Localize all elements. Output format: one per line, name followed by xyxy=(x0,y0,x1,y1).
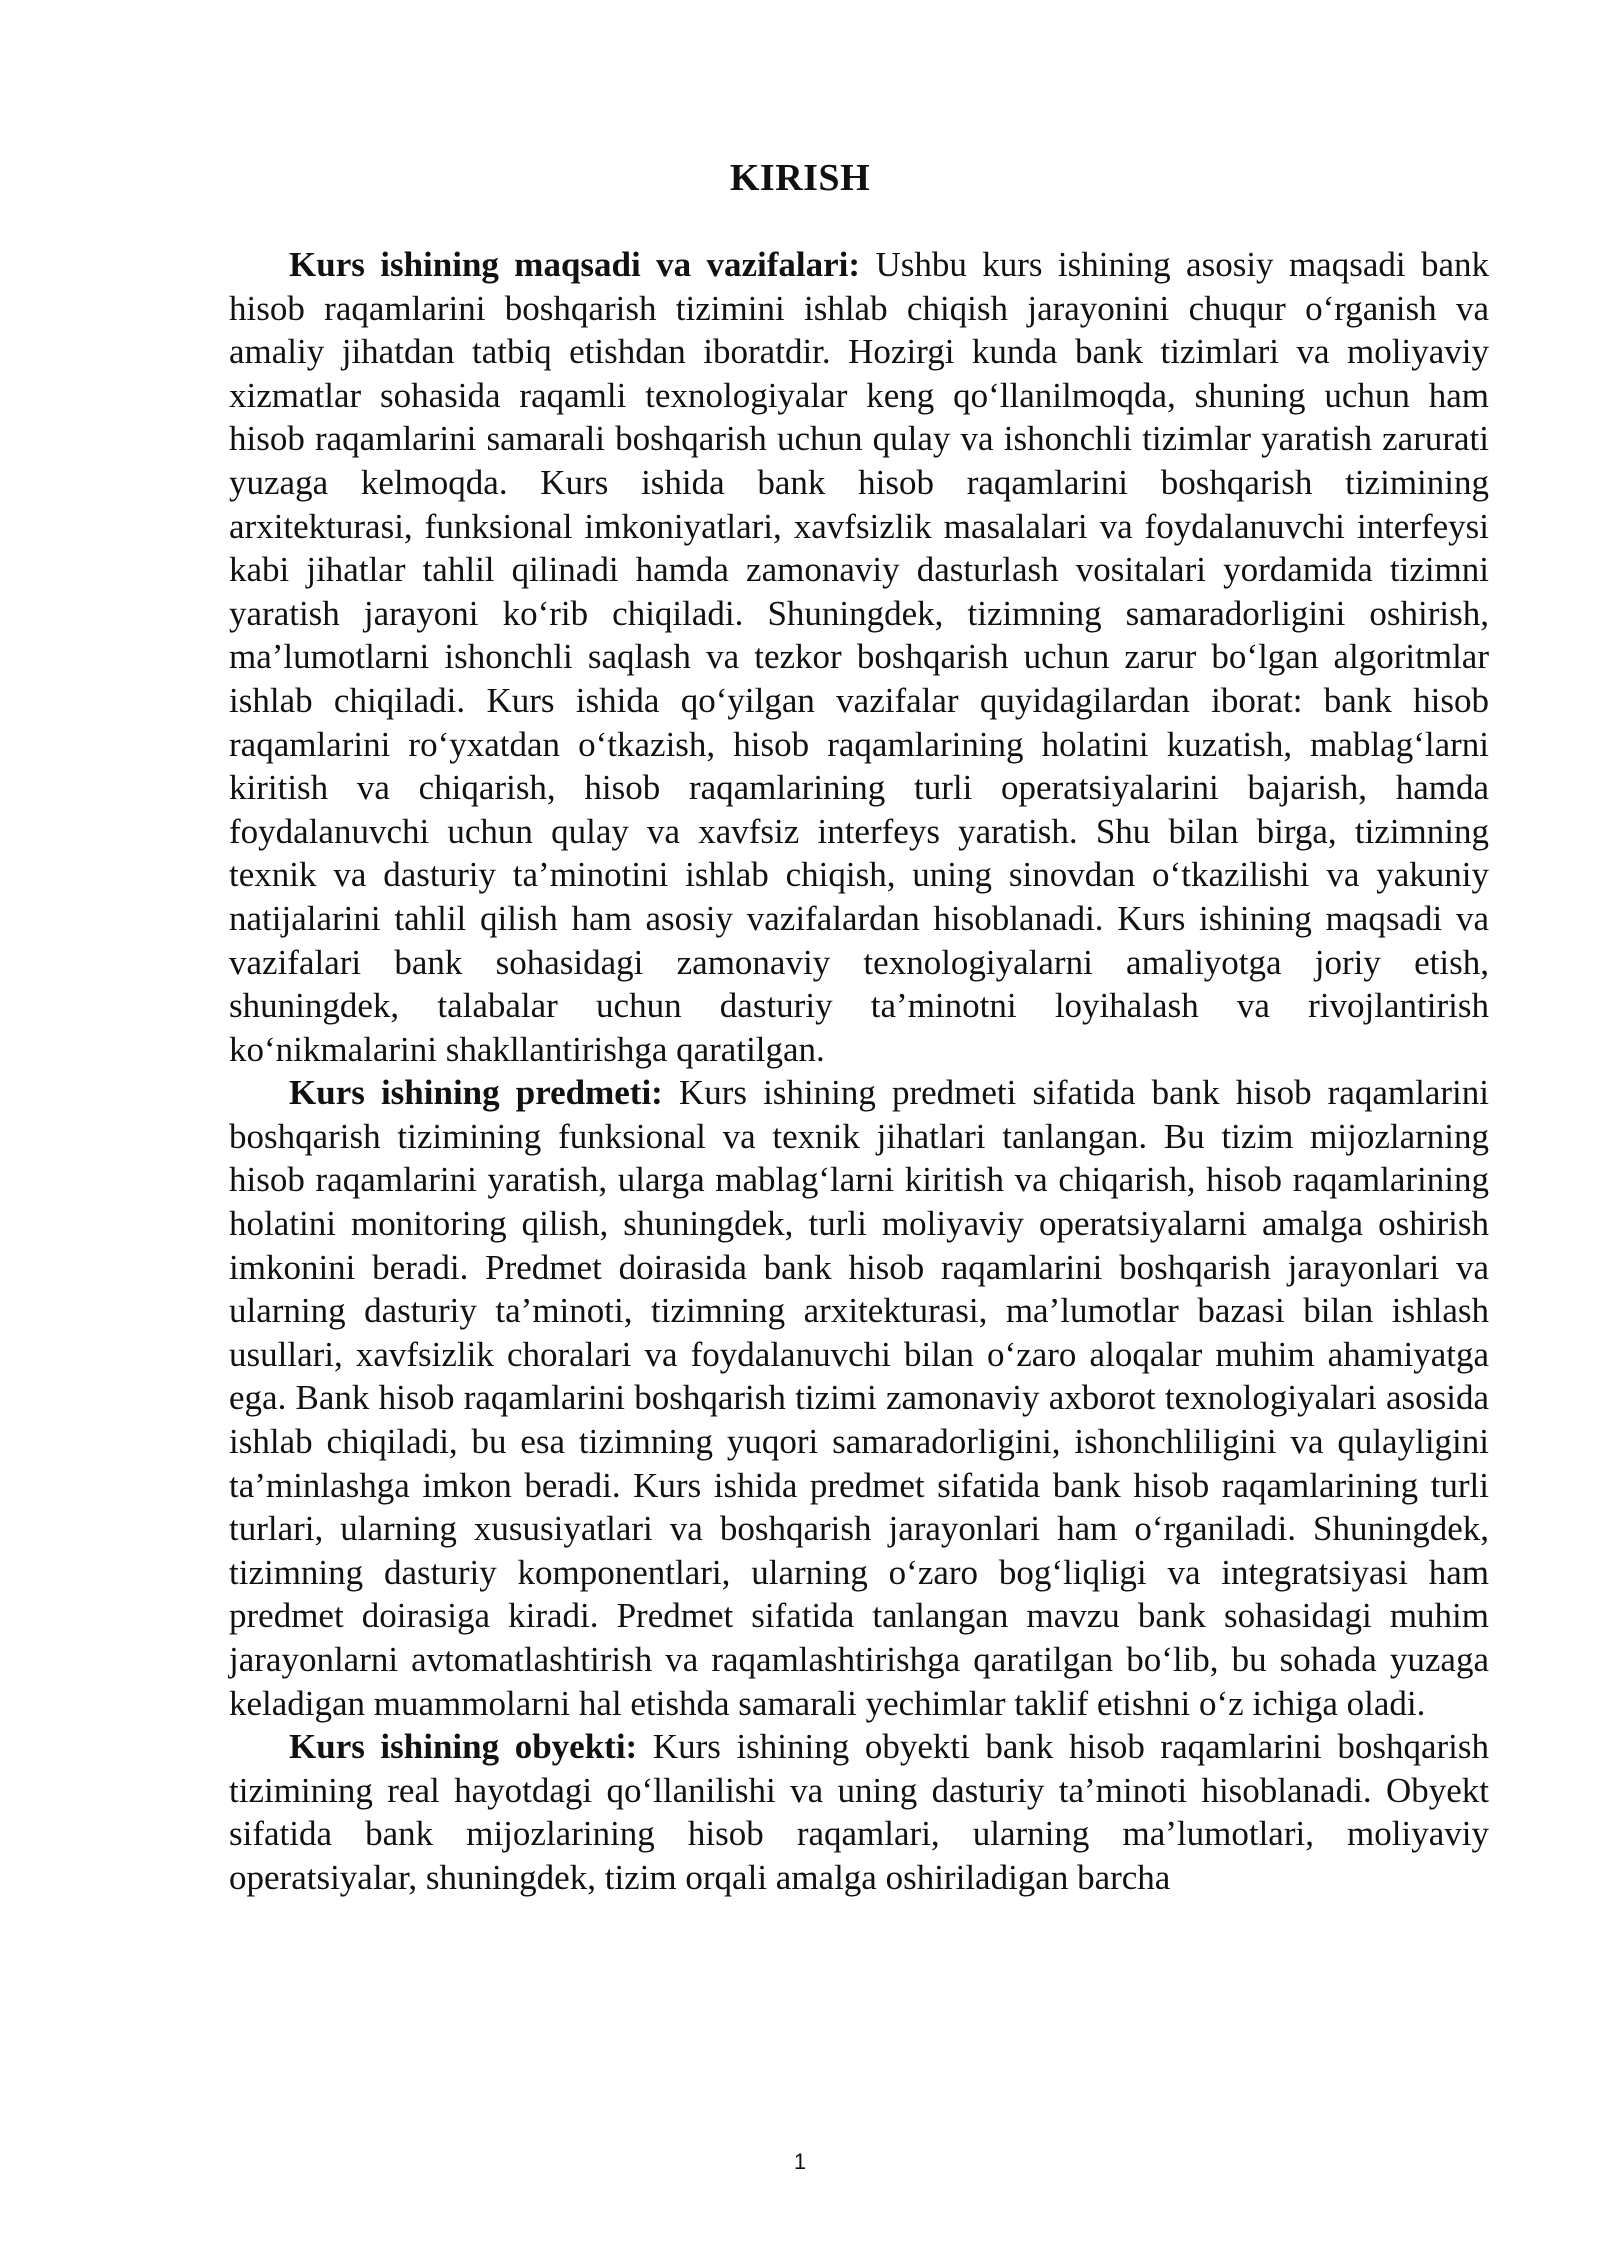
paragraph-lead: Kurs ishining predmeti: xyxy=(289,1073,663,1113)
paragraph-maqsadi xyxy=(229,243,1489,1071)
paragraph-predmeti xyxy=(229,1071,1489,1725)
paragraph-obyekti xyxy=(229,1725,1489,1899)
page-number: 1 xyxy=(793,2149,807,2174)
paragraph-lead: Kurs ishining maqsadi va vazifalari: xyxy=(289,245,861,284)
paragraph-text: Kurs ishining predmeti sifatida bank hisob raqamlarini boshqarish tizimining funksional va texnik jihatlari tanlangan. Bu tizim mijozlarning hisob raqamlarini yaratish, ularga mablag‘larni kiritish va chiqarish, hisob raqamlarining holatini monitoring qilish, shuningdek, turli moliyaviy operatsiyalarni amalga oshirish imkonini beradi. Predmet doirasida bank hisob raqamlarini boshqarish jarayonlari va ularning dasturiy ta’minoti, tizimning arxitekturasi, ma’lumotlar bazasi bilan ishlash usullari, xavfsizlik choralari va foydalanuvchi bilan o‘zaro aloqalar muhim ahamiyatga ega. Bank hisob raqamlarini boshqarish tizimi zamonaviy axborot texnologiyalari asosida ishlab chiqiladi, bu esa tizimning yuqori samaradorligini, ishonchliligini va qulayligini ta’minlashga imkon beradi. Kurs ishida predmet sifatida bank hisob raqamlarining turli turlari, ularning xususiyatlari va boshqarish jarayonlari ham o‘rganiladi. Shuningdek, tizimning dasturiy komponentlari, ularning o‘zaro bog‘liqligi va integratsiyasi ham predmet doirasiga kiradi. Predmet sifatida tanlangan mavzu bank sohasidagi muhim jarayonlarni avtomatlashtirish va raqamlashtirishga qaratilgan bo‘lib, bu sohada yuzaga keladigan muammolarni hal etishda samarali yechimlar taklif etishni o‘z ichiga oladi. xyxy=(229,1073,1489,1723)
document-body xyxy=(229,243,1489,1900)
page-title: KIRISH xyxy=(729,157,871,199)
paragraph-text: Ushbu kurs ishining asosiy maqsadi bank hisob raqamlarini boshqarish tizimini ishlab chiqish jarayonini chuqur o‘rganish va amaliy jihatdan tatbiq etishdan iboratdir. Hozirgi kunda bank tizimlari va moliyaviy xizmatlar sohasida raqamli texnologiyalar keng qo‘llanilmoqda, shuning uchun ham hisob raqamlarini samarali boshqarish uchun qulay va ishonchli tizimlar yaratish zarurati yuzaga kelmoqda. Kurs ishida bank hisob raqamlarini boshqarish tizimining arxitekturasi, funksional imkoniyatlari, xavfsizlik masalalari va foydalanuvchi interfeysi kabi jihatlar tahlil qilinadi hamda zamonaviy dasturlash vositalari yordamida tizimni yaratish jarayoni ko‘rib chiqiladi. Shuningdek, tizimning samaradorligini oshirish, ma’lumotlarni ishonchli saqlash va tezkor boshqarish uchun zarur bo‘lgan algoritmlar ishlab chiqiladi. Kurs ishida qo‘yilgan vazifalar quyidagilardan iborat: bank hisob raqamlarini ro‘yxatdan o‘tkazish, hisob raqamlarining holatini kuzatish, mablag‘larni kiritish va chiqarish, hisob raqamlarining turli operatsiyalarini bajarish, hamda foydalanuvchi uchun qulay va xavfsiz interfeys yaratish. Shu bilan birga, tizimning texnik va dasturiy ta’minotini ishlab chiqish, uning sinovdan o‘tkazilishi va yakuniy natijalarini tahlil qilish ham asosiy vazifalardan hisoblanadi. Kurs ishining maqsadi va vazifalari bank sohasidagi zamonaviy texnologiyalarni amaliyotga joriy etish, shuningdek, talabalar uchun dasturiy ta’minotni loyihalash va rivojlantirish ko‘nikmalarini shakllantirishga qaratilgan. xyxy=(229,245,1489,1069)
paragraph-lead: Kurs ishining obyekti: xyxy=(289,1727,638,1767)
paragraph-text: Kurs ishining obyekti bank hisob raqamlarini boshqarish tizimining real hayotdagi qo‘llanilishi va uning dasturiy ta’minoti hisoblanadi. Obyekt sifatida bank mijozlarining hisob raqamlari, ularning ma’lumotlari, moliyaviy operatsiyalar, shuningdek, tizim orqali amalga oshiriladigan barcha xyxy=(229,1727,1489,1897)
